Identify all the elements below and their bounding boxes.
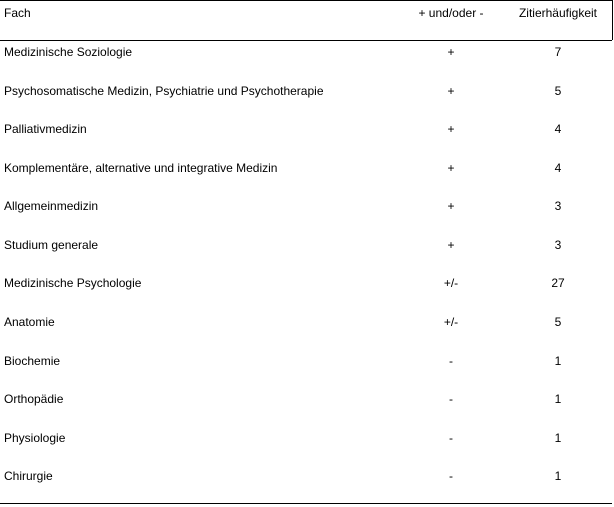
row-fach: Medizinische Psychologie [4,276,142,290]
row-sign: - [449,469,453,483]
header-sign: + und/oder - [418,6,484,20]
row-count: 5 [554,84,562,98]
header-fach: Fach [4,6,31,20]
table-row [0,315,614,353]
table-row [0,276,614,314]
table-row [0,431,614,469]
row-fach: Studium generale [4,238,99,252]
row-count: 4 [554,122,562,136]
row-count: 1 [554,431,562,445]
table-header-rule [0,40,612,41]
row-sign: + [447,122,455,136]
row-count: 1 [554,469,562,483]
row-fach: Medizinische Soziologie [4,45,133,59]
table-header-row [0,0,614,40]
table-bottom-rule [0,503,612,504]
row-count: 5 [554,315,562,329]
row-count: 1 [554,354,562,368]
table-row [0,122,614,160]
table-row [0,84,614,122]
header-count: Zitierhäufigkeit [518,6,598,20]
row-fach: Anatomie [4,315,55,329]
row-count: 3 [554,199,562,213]
row-count: 1 [554,392,562,406]
row-sign: + [447,238,455,252]
row-sign: +/- [443,276,459,290]
row-fach: Psychosomatische Medizin, Psychiatrie und Psychotherapie [4,84,324,98]
row-sign: +/- [443,315,459,329]
row-sign: - [449,392,453,406]
row-fach: Physiologie [4,431,66,445]
table-row [0,392,614,430]
table-row [0,161,614,199]
table-row [0,238,614,276]
row-count: 27 [551,276,565,290]
row-count: 4 [554,161,562,175]
row-fach: Allgemeinmedizin [4,199,99,213]
row-sign: - [449,431,453,445]
row-sign: + [447,45,455,59]
row-sign: + [447,161,455,175]
row-fach: Komplementäre, alternative und integrative Medizin [4,161,278,175]
row-fach: Palliativmedizin [4,122,87,136]
table-row [0,469,614,507]
table-row [0,199,614,237]
row-fach: Orthopädie [4,392,64,406]
table-row [0,354,614,392]
row-count: 7 [554,45,562,59]
row-fach: Biochemie [4,354,61,368]
table-row [0,45,614,83]
row-count: 3 [554,238,562,252]
row-sign: + [447,199,455,213]
row-fach: Chirurgie [4,469,53,483]
row-sign: - [449,354,453,368]
row-sign: + [447,84,455,98]
